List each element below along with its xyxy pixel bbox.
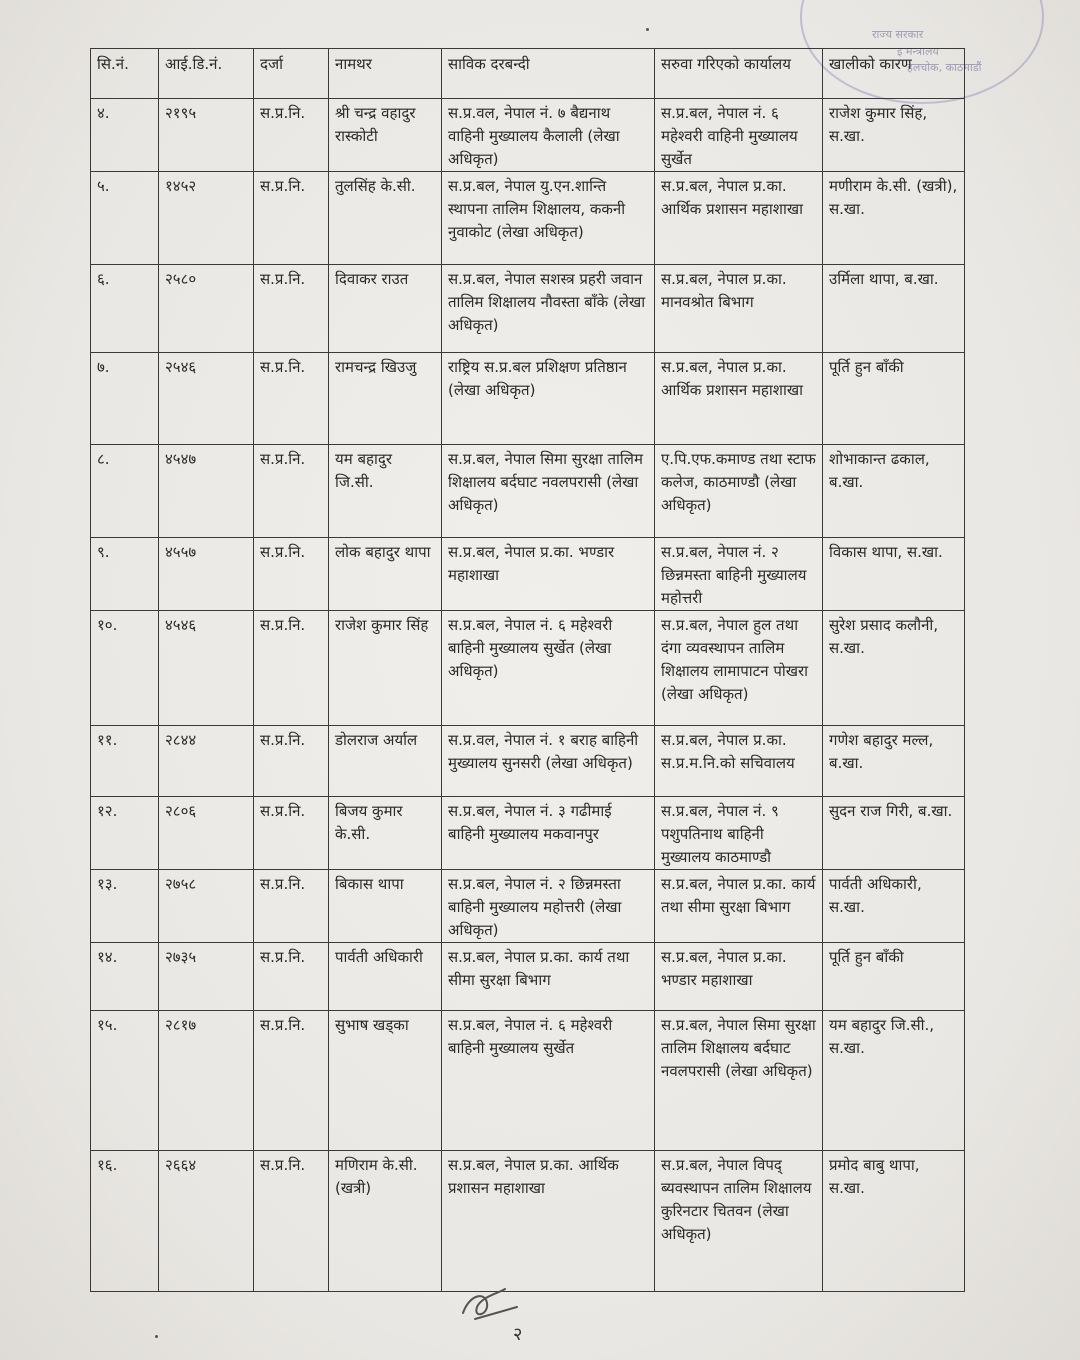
cell-vacancy-reason: उर्मिला थापा, ब.खा. (823, 265, 965, 353)
cell-rank: स.प्र.नि. (254, 172, 329, 265)
table-row (91, 870, 965, 943)
header-id: आई.डि.नं. (159, 49, 254, 99)
table-row (91, 943, 965, 1011)
cell-rank: स.प्र.नि. (254, 99, 329, 172)
cell-rank: स.प्र.नि. (254, 611, 329, 726)
cell-vacancy-reason: पूर्ति हुन बाँकी (823, 353, 965, 445)
cell-vacancy-reason: सुदन राज गिरी, ब.खा. (823, 797, 965, 870)
cell-previous-post: स.प्र.बल, नेपाल सिमा सुरक्षा तालिम शिक्षालय बर्दघाट नवलपरासी (लेखा अधिकृत) (442, 445, 655, 538)
stamp-line: इ मन्त्रालय (897, 45, 939, 58)
cell-vacancy-reason: राजेश कुमार सिंह, स.खा. (823, 99, 965, 172)
stamp-line: राज्य सरकार (872, 28, 924, 41)
cell-transferred-office: स.प्र.बल, नेपाल प्र.का. भण्डार महाशाखा (655, 943, 823, 1011)
cell-previous-post: स.प्र.बल, नेपाल नं. ६ महेश्वरी बाहिनी मुख्यालय सुर्खेत (442, 1011, 655, 1151)
cell-transferred-office: स.प्र.बल, नेपाल प्र.का. आर्थिक प्रशासन महाशाखा (655, 172, 823, 265)
cell-serial: ६. (91, 265, 159, 353)
speck-mark (646, 28, 649, 31)
cell-id: २१९५ (159, 99, 254, 172)
table-row (91, 611, 965, 726)
cell-rank: स.प्र.नि. (254, 353, 329, 445)
cell-vacancy-reason: पार्वती अधिकारी, स.खा. (823, 870, 965, 943)
cell-previous-post: स.प्र.बल, नेपाल नं. २ छिन्नमस्ता बाहिनी मुख्यालय महोत्तरी (लेखा अधिकृत) (442, 870, 655, 943)
cell-serial: १३. (91, 870, 159, 943)
cell-id: २७५८ (159, 870, 254, 943)
cell-id: २६६४ (159, 1151, 254, 1292)
header-vacancy-reason: खालीको कारण (823, 49, 965, 99)
cell-previous-post: स.प्र.वल, नेपाल नं. १ बराह बाहिनी मुख्यालय सुनसरी (लेखा अधिकृत) (442, 726, 655, 797)
cell-name: रामचन्द्र खिउजु (329, 353, 442, 445)
cell-name: पार्वती अधिकारी (329, 943, 442, 1011)
cell-name: राजेश कुमार सिंह (329, 611, 442, 726)
cell-name: दिवाकर राउत (329, 265, 442, 353)
cell-previous-post: राष्ट्रिय स.प्र.बल प्रशिक्षण प्रतिष्ठान (लेखा अधिकृत) (442, 353, 655, 445)
cell-transferred-office: स.प्र.बल, नेपाल नं. ६ महेश्वरी वाहिनी मुख्यालय सुर्खेत (655, 99, 823, 172)
table-row (91, 172, 965, 265)
table-row (91, 726, 965, 797)
cell-vacancy-reason: यम बहादुर जि.सी., स.खा. (823, 1011, 965, 1151)
cell-transferred-office: स.प्र.बल, नेपाल हुल तथा दंगा व्यवस्थापन तालिम शिक्षालय लामापाटन पोखरा (लेखा अधिकृत) (655, 611, 823, 726)
cell-serial: ५. (91, 172, 159, 265)
cell-previous-post: स.प्र.बल, नेपाल प्र.का. कार्य तथा सीमा सुरक्षा बिभाग (442, 943, 655, 1011)
cell-rank: स.प्र.नि. (254, 538, 329, 611)
cell-id: ४५४६ (159, 611, 254, 726)
cell-transferred-office: स.प्र.बल, नेपाल सिमा सुरक्षा तालिम शिक्षालय बर्दघाट नवलपरासी (लेखा अधिकृत) (655, 1011, 823, 1151)
table-row (91, 353, 965, 445)
cell-id: २५४६ (159, 353, 254, 445)
cell-vacancy-reason: सुरेश प्रसाद कलौनी, स.खा. (823, 611, 965, 726)
cell-serial: १५. (91, 1011, 159, 1151)
cell-vacancy-reason: मणीराम के.सी. (खत्री), स.खा. (823, 172, 965, 265)
header-previous-post: साविक दरबन्दी (442, 49, 655, 99)
cell-id: ४५४७ (159, 445, 254, 538)
table-header-row (91, 49, 965, 99)
cell-transferred-office: ए.पि.एफ.कमाण्ड तथा स्टाफ कलेज, काठमाण्डौ (लेखा अधिकृत) (655, 445, 823, 538)
cell-transferred-office: स.प्र.बल, नेपाल नं. २ छिन्नमस्ता बाहिनी मुख्यालय महोत्तरी (655, 538, 823, 611)
cell-id: २८४४ (159, 726, 254, 797)
table-row (91, 265, 965, 353)
cell-name: डोलराज अर्याल (329, 726, 442, 797)
page-number: २ (513, 1324, 523, 1345)
cell-serial: ४. (91, 99, 159, 172)
cell-serial: १६. (91, 1151, 159, 1292)
cell-serial: ९. (91, 538, 159, 611)
header-transferred-office: सरुवा गरिएको कार्यालय (655, 49, 823, 99)
cell-previous-post: स.प्र.बल, नेपाल यु.एन.शान्ति स्थापना तालिम शिक्षालय, ककनी नुवाकोट (लेखा अधिकृत) (442, 172, 655, 265)
cell-previous-post: स.प्र.बल, नेपाल प्र.का. आर्थिक प्रशासन महाशाखा (442, 1151, 655, 1292)
header-serial: सि.नं. (91, 49, 159, 99)
cell-name: बिजय कुमार के.सी. (329, 797, 442, 870)
cell-transferred-office: स.प्र.बल, नेपाल नं. ९ पशुपतिनाथ बाहिनी मुख्यालय काठमाण्डौ (655, 797, 823, 870)
cell-name: लोक बहादुर थापा (329, 538, 442, 611)
cell-name: बिकास थापा (329, 870, 442, 943)
transfer-table (90, 48, 965, 1292)
table-row (91, 99, 965, 172)
cell-name: तुलसिंह के.सी. (329, 172, 442, 265)
cell-serial: ७. (91, 353, 159, 445)
cell-previous-post: स.प्र.बल, नेपाल प्र.का. भण्डार महाशाखा (442, 538, 655, 611)
cell-id: २७३५ (159, 943, 254, 1011)
cell-rank: स.प्र.नि. (254, 943, 329, 1011)
cell-transferred-office: स.प्र.बल, नेपाल प्र.का. आर्थिक प्रशासन महाशाखा (655, 353, 823, 445)
cell-serial: ८. (91, 445, 159, 538)
cell-rank: स.प्र.नि. (254, 797, 329, 870)
cell-previous-post: स.प्र.बल, नेपाल नं. ३ गढीमाई बाहिनी मुख्यालय मकवानपुर (442, 797, 655, 870)
cell-rank: स.प्र.नि. (254, 726, 329, 797)
table-row (91, 1151, 965, 1292)
cell-vacancy-reason: शोभाकान्त ढकाल, ब.खा. (823, 445, 965, 538)
cell-id: २८१७ (159, 1011, 254, 1151)
cell-rank: स.प्र.नि. (254, 1011, 329, 1151)
cell-previous-post: स.प्र.बल, नेपाल नं. ६ महेश्वरी बाहिनी मुख्यालय सुर्खेत (लेखा अधिकृत) (442, 611, 655, 726)
cell-rank: स.प्र.नि. (254, 1151, 329, 1292)
cell-rank: स.प्र.नि. (254, 265, 329, 353)
cell-id: २५८० (159, 265, 254, 353)
cell-serial: १४. (91, 943, 159, 1011)
cell-serial: १०. (91, 611, 159, 726)
cell-rank: स.प्र.नि. (254, 870, 329, 943)
cell-vacancy-reason: गणेश बहादुर मल्ल, ब.खा. (823, 726, 965, 797)
cell-id: १४५२ (159, 172, 254, 265)
cell-transferred-office: स.प्र.बल, नेपाल प्र.का. स.प्र.म.नि.को सचिवालय (655, 726, 823, 797)
cell-name: मणिराम के.सी. (खत्री) (329, 1151, 442, 1292)
cell-previous-post: स.प्र.बल, नेपाल सशस्त्र प्रहरी जवान तालिम शिक्षालय नौवस्ता बाँके (लेखा अधिकृत) (442, 265, 655, 353)
cell-transferred-office: स.प्र.बल, नेपाल प्र.का. कार्य तथा सीमा सुरक्षा बिभाग (655, 870, 823, 943)
cell-name: श्री चन्द्र वहादुर रास्कोटी (329, 99, 442, 172)
cell-rank: स.प्र.नि. (254, 445, 329, 538)
speck-mark (155, 1335, 158, 1338)
table-row (91, 797, 965, 870)
table-row (91, 445, 965, 538)
header-rank: दर्जा (254, 49, 329, 99)
cell-previous-post: स.प्र.वल, नेपाल नं. ७ बैद्यनाथ वाहिनी मुख्यालय कैलाली (लेखा अधिकृत) (442, 99, 655, 172)
table-row (91, 538, 965, 611)
stamp-line: हलचोक, काठमाडौं (907, 61, 982, 74)
cell-vacancy-reason: पूर्ति हुन बाँकी (823, 943, 965, 1011)
cell-vacancy-reason: प्रमोद बाबु थापा, स.खा. (823, 1151, 965, 1292)
header-name: नामथर (329, 49, 442, 99)
cell-id: २८०६ (159, 797, 254, 870)
cell-name: यम बहादुर जि.सी. (329, 445, 442, 538)
cell-vacancy-reason: विकास थापा, स.खा. (823, 538, 965, 611)
cell-serial: ११. (91, 726, 159, 797)
cell-transferred-office: स.प्र.बल, नेपाल विपद् ब्यवस्थापन तालिम शिक्षालय कुरिनटार चितवन (लेखा अधिकृत) (655, 1151, 823, 1292)
cell-name: सुभाष खड्का (329, 1011, 442, 1151)
table-row (91, 1011, 965, 1151)
cell-transferred-office: स.प्र.बल, नेपाल प्र.का. मानवश्रोत बिभाग (655, 265, 823, 353)
cell-id: ४५५७ (159, 538, 254, 611)
cell-serial: १२. (91, 797, 159, 870)
